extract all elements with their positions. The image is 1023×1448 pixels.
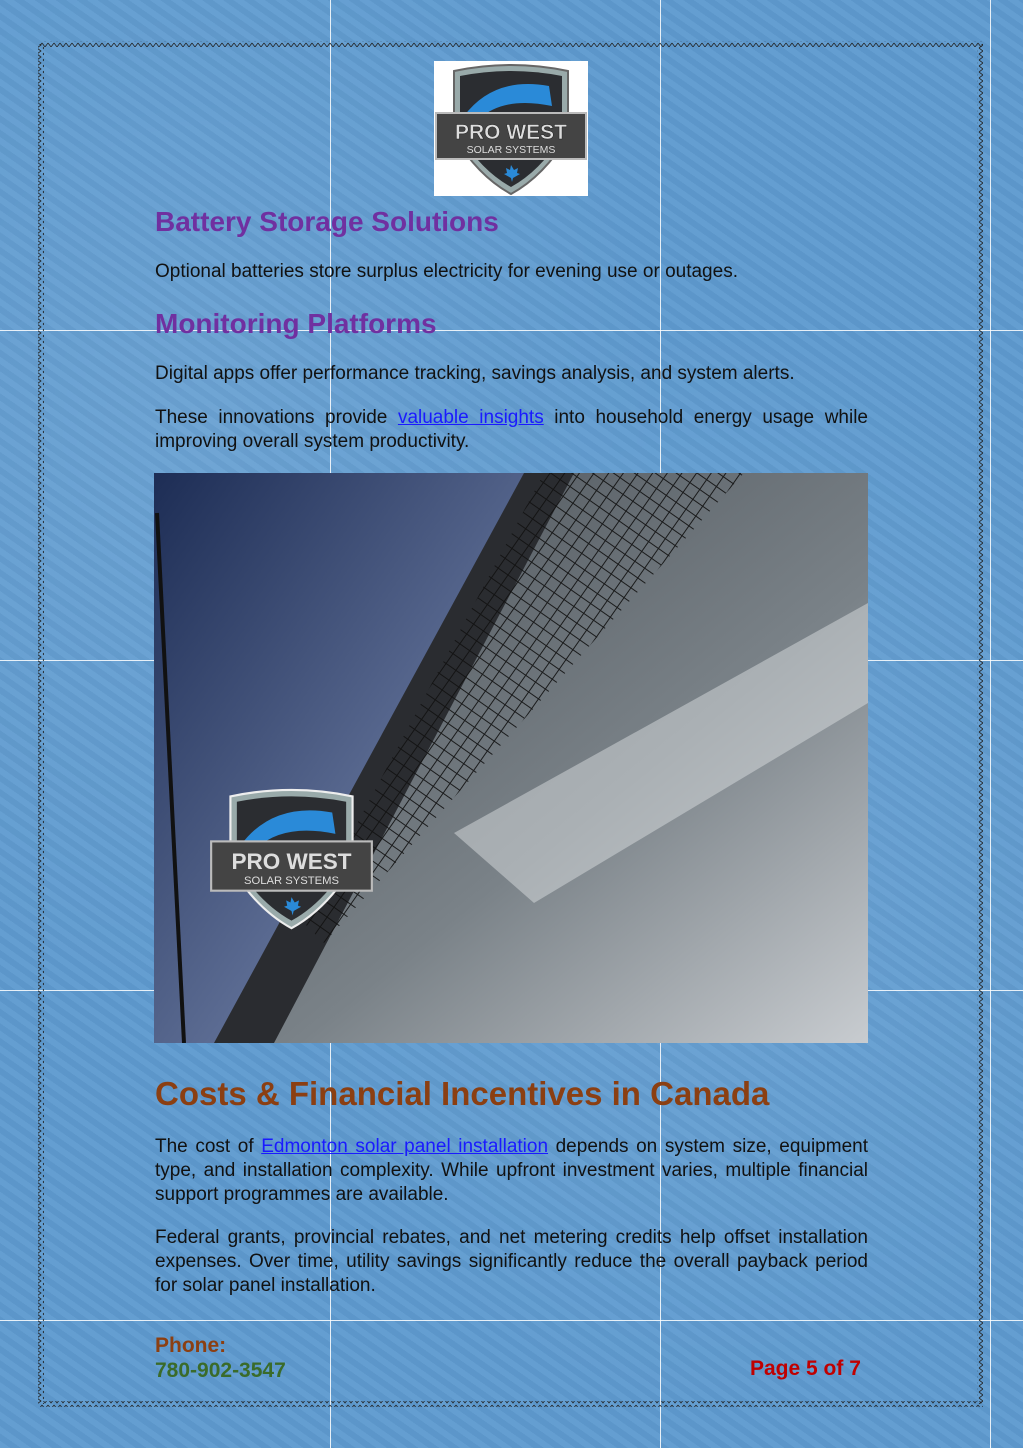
text: depends on system size, equipment type, and installation complexity. While upfront investment varies, multiple financial support programmes are available. <box>155 1136 868 1205</box>
paragraph: Optional batteries store surplus electricity for evening use or outages. <box>155 261 738 282</box>
svg-text:PRO WEST: PRO WEST <box>454 121 568 144</box>
paragraph: Digital apps offer performance tracking, savings analysis, and system alerts. <box>155 363 795 384</box>
paragraph-costs <box>155 1135 868 1207</box>
solar-panel-photo <box>154 473 868 1043</box>
text: into household energy usage while improving overall system productivity. <box>155 407 868 452</box>
company-logo <box>434 61 588 196</box>
paragraph-insights <box>155 406 868 454</box>
edmonton-solar-installation-link[interactable]: Edmonton solar panel installation <box>261 1136 549 1157</box>
heading-battery-storage: Battery Storage Solutions <box>155 206 499 237</box>
phone-label: Phone: <box>155 1334 227 1357</box>
heading-costs-incentives: Costs & Financial Incentives in Canada <box>155 1075 770 1112</box>
heading-monitoring-platforms: Monitoring Platforms <box>155 308 437 339</box>
svg-text:SOLAR SYSTEMS: SOLAR SYSTEMS <box>243 875 340 888</box>
text: The cost of <box>155 1136 262 1157</box>
svg-text:PRO WEST: PRO WEST <box>231 849 352 875</box>
svg-text:SOLAR SYSTEMS: SOLAR SYSTEMS <box>466 144 556 156</box>
valuable-insights-link[interactable]: valuable insights <box>397 407 544 428</box>
paragraph-incentives: Federal grants, provincial rebates, and net metering credits help offset installation expenses. Over time, utility savings significantly reduce the overall payback period for solar panel installation. <box>155 1227 868 1296</box>
phone-number: 780-902-3547 <box>155 1359 286 1382</box>
page-number: Page 5 of 7 <box>750 1357 861 1380</box>
text: These innovations provide <box>155 407 398 428</box>
